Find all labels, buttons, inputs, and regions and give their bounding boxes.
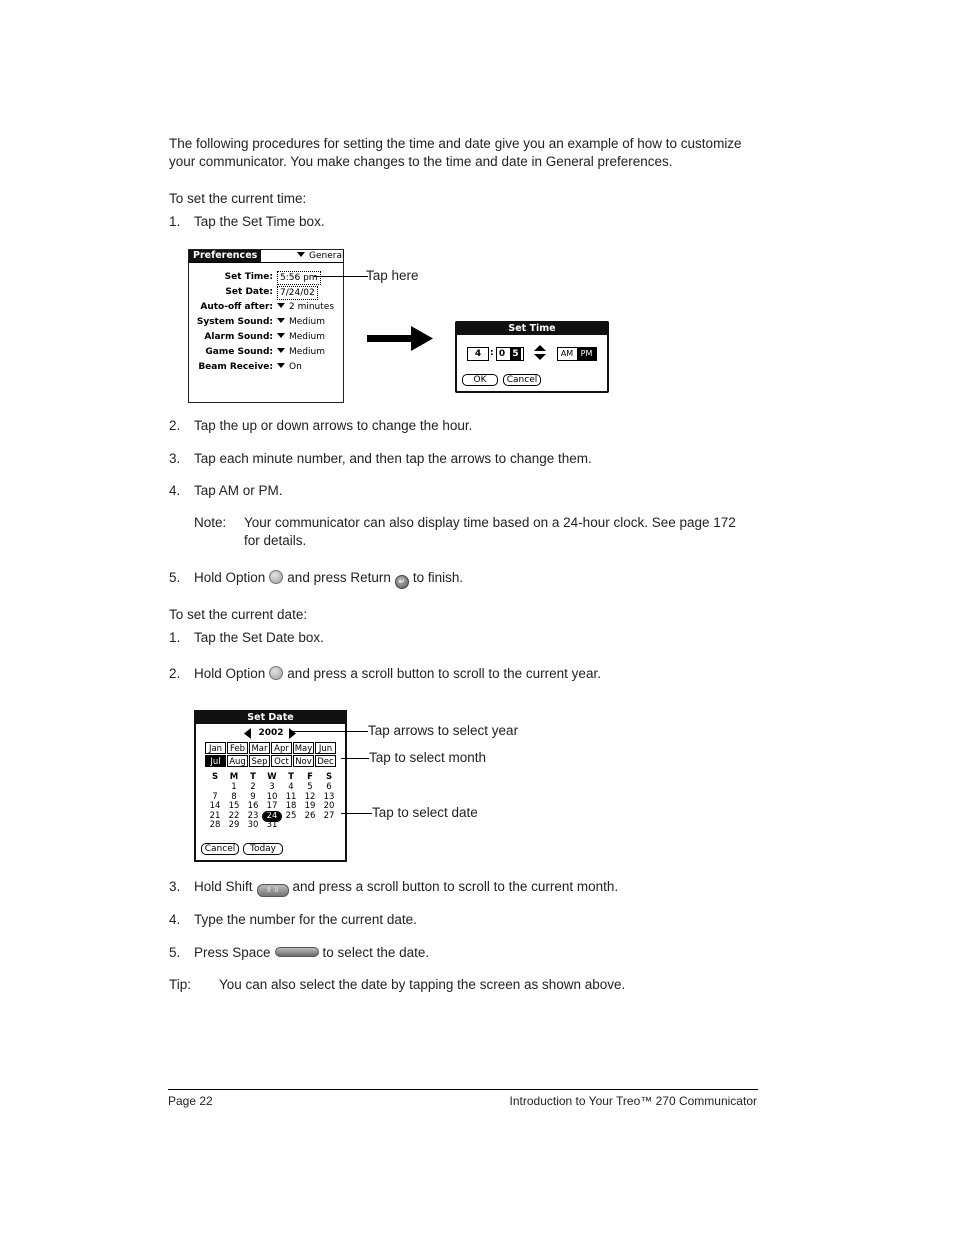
month-may[interactable]: May [294,744,313,754]
year-prev-arrow-icon[interactable] [244,728,252,739]
preferences-screen [188,249,344,403]
date-step-5-after: to select the date. [322,945,430,960]
weekday-header-wed: W [267,772,277,782]
date-step-3-after: and press a scroll button to scroll to the current month. [292,879,619,894]
month-callout-leader [341,758,369,759]
pref-label-beam-receive: Beam Receive: [198,362,273,372]
time-step-5-number: 5. [169,570,181,585]
day-3[interactable]: 3 [269,782,275,792]
day-23[interactable]: 23 [247,810,259,821]
ok-button[interactable]: OK [462,374,498,386]
time-step-4-number: 4. [169,483,181,498]
option-key-icon [269,570,283,584]
system-sound-picker[interactable] [277,317,325,328]
beam-receive-picker[interactable] [277,362,302,373]
note-label: Note: [194,515,227,530]
weekday-header-mon: M [229,772,239,782]
date-cancel-button[interactable]: Cancel [201,843,239,855]
time-step-5-after: to finish. [412,570,464,585]
date-step-1-text: Tap the Set Date box. [194,630,324,645]
year-next-arrow-icon[interactable] [289,728,297,739]
return-key-icon: ↵ [395,575,409,589]
intro-line-2: your communicator. You make changes to the time and date in General preferences. [169,154,673,169]
date-step-4-text: Type the number for the current date. [194,912,417,927]
alarm-sound-picker[interactable] [277,332,325,343]
footer-title: Introduction to Your Treo™ 270 Communicator [509,1094,757,1108]
month-aug[interactable]: Aug [227,755,248,767]
weekday-header-thu: T [288,772,294,782]
month-dec[interactable]: Dec [315,755,336,767]
month-apr[interactable]: Apr [271,742,292,754]
date-callout: Tap to select date [372,805,478,820]
time-colon: : [490,348,494,358]
intro-line-1: The following procedures for setting the time and date give you an example of how to customize [169,136,742,151]
day-22[interactable]: 22 [228,810,240,821]
month-jun[interactable]: Jun [315,742,336,754]
day-18[interactable]: 18 [285,801,297,812]
alarm-sound-value: Medium [289,332,325,342]
time-step-1-number: 1. [169,214,181,229]
weekday-header-sat: S [325,772,333,782]
day-5[interactable]: 5 [307,782,313,792]
day-27[interactable]: 27 [323,810,335,821]
day-12[interactable]: 12 [304,791,316,802]
note-line-2: for details. [244,533,307,548]
month-mar[interactable]: Mar [249,742,270,754]
pref-label-set-date: Set Date: [225,287,273,297]
date-step-2-number: 2. [169,666,181,681]
footer-rule [168,1089,758,1090]
time-section-heading: To set the current time: [169,191,307,206]
day-11[interactable]: 11 [285,791,297,802]
day-29[interactable]: 29 [228,820,240,831]
space-key-icon [275,947,319,957]
date-step-3-text [194,878,618,897]
day-26[interactable]: 26 [304,810,316,821]
date-step-3-number: 3. [169,879,181,894]
minute-tens[interactable]: 0 [498,349,506,359]
set-time-box[interactable]: 5:56 pm [277,271,321,285]
date-step-3-before: Hold Shift [194,879,253,894]
shift-key-icon: ⇧ ⇩ [257,884,289,897]
day-4[interactable]: 4 [288,782,294,792]
set-date-box[interactable]: 7/24/02 [277,286,318,300]
day-19[interactable]: 19 [304,801,316,812]
day-14[interactable]: 14 [209,801,221,812]
am-button[interactable]: AM [560,349,574,358]
triangle-down-icon [277,348,285,353]
hour-field[interactable]: 4 [467,347,489,361]
date-section-heading: To set the current date: [169,607,308,622]
system-sound-value: Medium [289,317,325,327]
category-label: General [309,251,345,261]
date-step-2-text [194,665,601,683]
set-date-title: Set Date [247,712,294,723]
triangle-down-icon [277,303,285,308]
month-jan[interactable]: Jan [205,742,226,754]
triangle-down-icon [277,333,285,338]
title-underline [189,262,343,263]
month-jul[interactable]: Jul [205,755,226,767]
tip-label: Tip: [169,977,192,992]
pref-label-game-sound: Game Sound: [205,347,273,357]
day-20[interactable]: 20 [323,801,335,812]
footer-page-number: Page 22 [168,1094,213,1108]
auto-off-picker[interactable] [277,302,334,313]
day-17[interactable]: 17 [266,801,278,812]
category-picker[interactable] [297,251,344,262]
day-1[interactable]: 1 [231,782,237,792]
arrow-right-icon [367,325,435,353]
weekday-header-sun: S [211,772,219,782]
tap-here-leader-line [314,276,368,277]
set-time-dialog [455,321,609,393]
time-step-4-text: Tap AM or PM. [194,483,283,498]
game-sound-value: Medium [289,347,325,357]
option-key-icon [269,666,283,680]
day-9[interactable]: 9 [250,791,256,802]
year-callout-leader [290,731,368,732]
time-step-2-number: 2. [169,418,181,433]
today-button[interactable]: Today [243,843,283,855]
month-oct[interactable]: Oct [271,755,292,767]
day-31[interactable]: 31 [266,820,278,831]
date-step-5-before: Press Space [194,945,271,960]
month-callout: Tap to select month [369,750,487,765]
set-time-title: Set Time [508,323,556,334]
day-15[interactable]: 15 [228,801,240,812]
set-date-dialog [194,710,347,862]
weekday-header-fri: F [307,772,313,782]
day-7[interactable]: 7 [212,791,218,802]
date-step-2-after: and press a scroll button to scroll to the current year. [287,666,601,681]
day-6[interactable]: 6 [326,782,332,792]
day-28[interactable]: 28 [209,820,221,831]
time-step-5-middle: and press Return [287,570,391,585]
date-step-5-text [194,944,429,962]
date-step-1-number: 1. [169,630,181,645]
day-10[interactable]: 10 [266,791,278,802]
month-sep[interactable]: Sep [249,755,270,767]
triangle-down-icon [277,363,285,368]
note-line-1: Your communicator can also display time based on a 24-hour clock. See page 172 [244,515,736,530]
triangle-down-icon [277,318,285,323]
tap-here-callout: Tap here [366,268,419,283]
day-16[interactable]: 16 [247,801,259,812]
month-feb[interactable]: Feb [227,742,248,754]
day-13[interactable]: 13 [323,791,335,802]
pref-label-system-sound: System Sound: [196,317,273,327]
time-step-3-number: 3. [169,451,181,466]
pref-label-auto-off: Auto-off after: [200,302,273,312]
auto-off-value: 2 minutes [289,302,335,312]
date-step-4-number: 4. [169,912,181,927]
time-step-5-text [194,569,463,589]
up-down-arrows-icon[interactable] [534,345,546,361]
day-25[interactable]: 25 [285,810,297,821]
day-2[interactable]: 2 [250,782,256,792]
time-step-2-text: Tap the up or down arrows to change the hour. [194,418,473,433]
triangle-down-icon [297,252,305,257]
time-step-1-text: Tap the Set Time box. [194,214,325,229]
time-step-3-text: Tap each minute number, and then tap the arrows to change them. [194,451,592,466]
game-sound-picker[interactable] [277,347,325,358]
weekday-header-tue: T [250,772,256,782]
date-step-2-before: Hold Option [194,666,266,681]
preferences-title: Preferences [189,250,261,262]
beam-receive-value: On [289,362,302,372]
year-value: 2002 [258,728,284,738]
time-step-5-before: Hold Option [194,570,266,585]
pref-label-set-time: Set Time: [224,272,273,282]
day-30[interactable]: 30 [247,820,259,831]
day-21[interactable]: 21 [209,810,221,821]
minute-ones[interactable]: 5 [510,348,521,360]
pm-button[interactable]: PM [577,348,596,360]
cancel-button[interactable]: Cancel [503,374,541,386]
tip-text: You can also select the date by tapping the screen as shown above. [219,977,626,992]
month-nov[interactable]: Nov [293,755,314,767]
year-callout: Tap arrows to select year [368,723,519,738]
date-step-5-number: 5. [169,945,181,960]
day-8[interactable]: 8 [231,791,237,802]
date-callout-leader [341,813,372,814]
day-24[interactable]: 24 [263,812,281,821]
pref-label-alarm-sound: Alarm Sound: [204,332,273,342]
